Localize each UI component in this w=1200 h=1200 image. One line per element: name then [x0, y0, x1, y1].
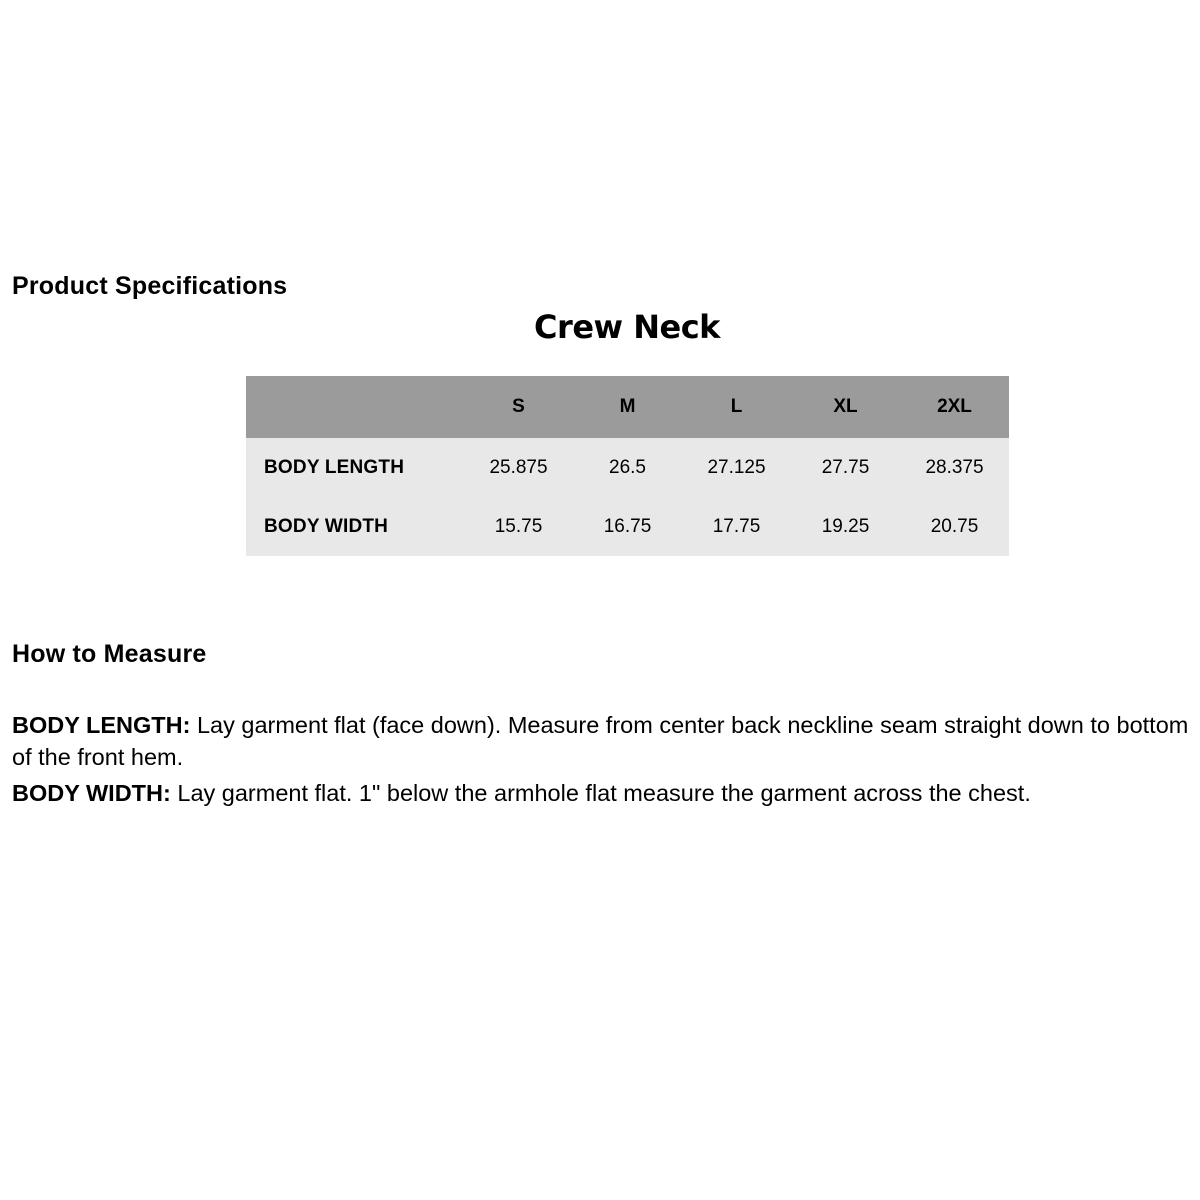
column-header-m: M — [619, 396, 636, 417]
column-header-blank — [246, 376, 464, 438]
size-chart-body — [246, 438, 1009, 556]
column-header-l: L — [730, 396, 743, 417]
row-label-body-width: BODY WIDTH — [264, 515, 389, 537]
size-chart-title: Crew Neck — [534, 308, 720, 346]
body-length-instruction-label: BODY LENGTH: — [12, 712, 191, 738]
how-to-measure-instructions — [12, 710, 1192, 810]
table-row — [246, 438, 1009, 497]
column-header-2xl: 2XL — [937, 396, 972, 417]
size-chart-header — [246, 376, 1009, 438]
size-chart-table — [246, 376, 1009, 556]
product-specifications-heading: Product Specifications — [12, 272, 288, 300]
body-length-instruction — [12, 710, 1192, 774]
table-row — [246, 497, 1009, 556]
body-length-instruction-text: Lay garment flat (face down). Measure from center back neckline seam straight down to bottom of the front hem. — [12, 712, 1189, 770]
how-to-measure-heading: How to Measure — [12, 640, 207, 668]
column-header-xl: XL — [833, 396, 858, 417]
body-length-l: 27.125 — [707, 456, 766, 478]
body-width-xl: 19.25 — [821, 515, 870, 537]
body-length-2xl: 28.375 — [925, 456, 984, 478]
row-label-body-length: BODY LENGTH — [264, 456, 405, 478]
body-width-instruction-text: Lay garment flat. 1" below the armhole flat measure the garment across the chest. — [170, 779, 1031, 806]
body-width-l: 17.75 — [712, 515, 761, 537]
body-length-xl: 27.75 — [821, 456, 870, 478]
body-width-s: 15.75 — [494, 515, 543, 537]
body-length-s: 25.875 — [489, 456, 548, 478]
body-width-instruction — [12, 778, 1192, 810]
body-width-instruction-label: BODY WIDTH: — [12, 779, 171, 806]
body-width-2xl: 20.75 — [930, 515, 979, 537]
body-length-m: 26.5 — [609, 456, 646, 478]
body-width-m: 16.75 — [603, 515, 652, 537]
table-header-row — [246, 376, 1009, 438]
column-header-s: S — [512, 396, 525, 417]
